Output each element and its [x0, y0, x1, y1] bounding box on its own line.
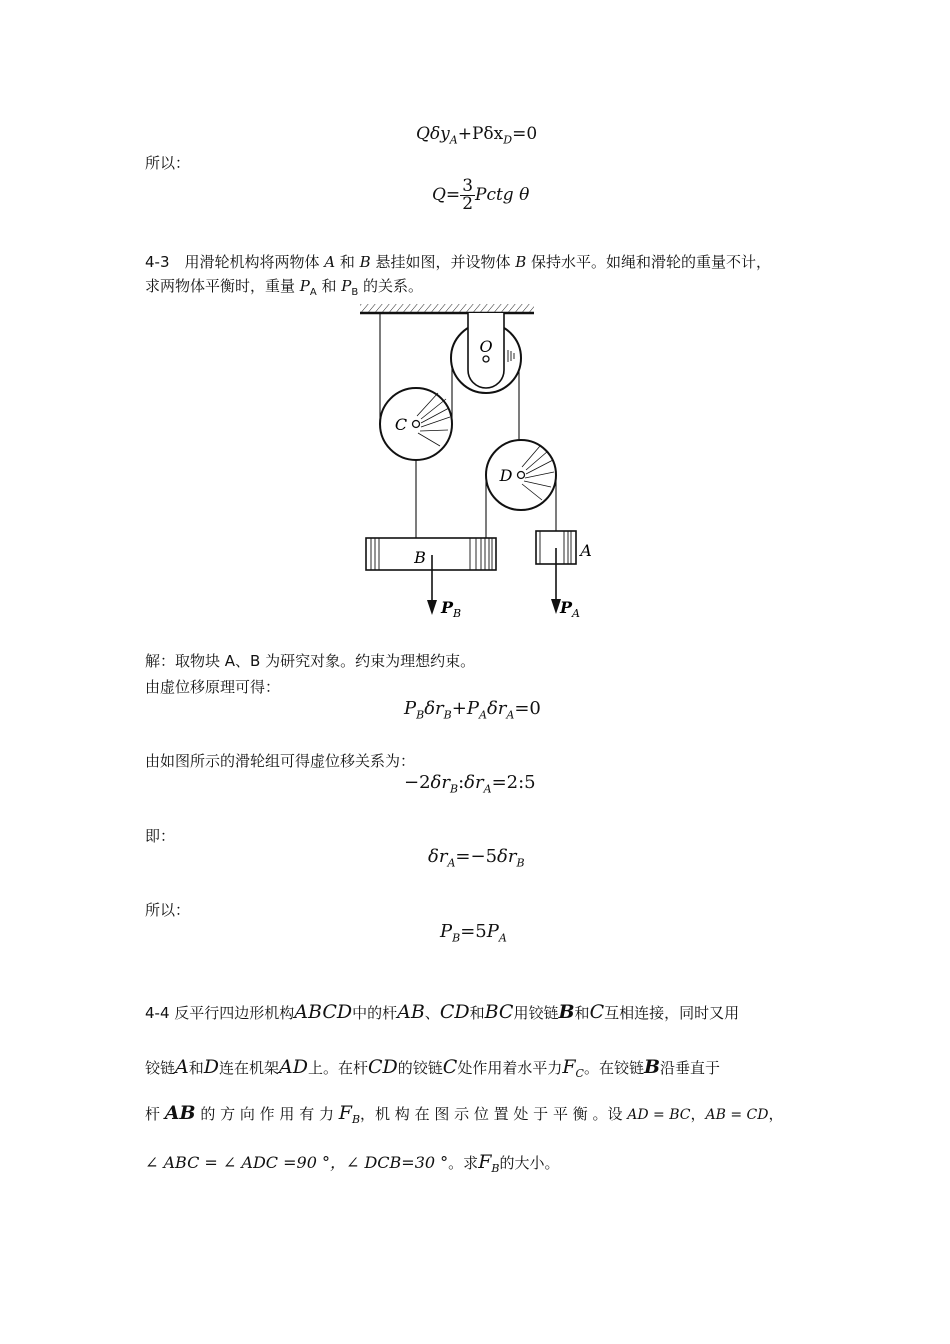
block-B — [366, 538, 496, 570]
pulley-D — [486, 440, 556, 510]
pulley-system-figure — [352, 300, 592, 625]
equation-q-result: Q= $\frac{3}{2}$ Pctg θ — [432, 176, 530, 214]
label-D: D — [499, 466, 513, 485]
equation-displacement-relation: $\delta r_A=-5\delta r_B$ — [428, 846, 525, 870]
solution-line1: 解：取物块 A、B 为研究对象。约束为理想约束。 — [145, 652, 476, 670]
problem-4-4-line2: 铰链A和D连在机架AD上。在杆CD的铰链C处作用着水平力$F_C$。在铰链B沿垂直于 — [145, 1056, 721, 1080]
solution-line4: 即： — [145, 827, 176, 845]
label-C: C — [394, 415, 408, 434]
problem-4-4-line3: 杆 AB 的 方 向 作 用 有 力 $F_B$，机 构 在 图 示 位 置 处 于 平 衡 。设 AD = BC，AB = CD， — [145, 1102, 784, 1126]
label-B: B — [414, 548, 426, 567]
pulley-O — [451, 313, 521, 393]
label-O: O — [479, 337, 493, 356]
equation-virtual-work-2: $P_B\delta r_B+P_A\delta r_A=0$ — [404, 698, 541, 722]
block-A — [536, 531, 592, 564]
pulley-C — [380, 388, 452, 460]
problem-4-3-line1: 4-3 用滑轮机构将两物体 A 和 B 悬挂如图，并设物体 B 保持水平。如绳和滑轮的重量不计， — [145, 253, 772, 271]
solution-line2: 由虚位移原理可得： — [145, 678, 281, 696]
svg-text:PA: $P_A$ — [560, 598, 580, 620]
equation-final-result: $P_B=5P_A$ — [440, 921, 507, 945]
svg-text:PB: $P_B$ — [441, 598, 462, 620]
equation-displacement-ratio: $-2\delta r_B:\delta r_A=2:5$ — [404, 772, 536, 796]
fraction-three-halves: $\frac{3}{2}$ — [462, 176, 474, 214]
solution-line3: 由如图所示的滑轮组可得虚位移关系为： — [145, 752, 416, 770]
ceiling — [360, 304, 534, 313]
solution-line5: 所以： — [145, 901, 191, 919]
equation-virtual-work-1: Qδy$_A$+Pδx$_D$=0 — [416, 124, 538, 147]
problem-4-3-line2: 求两物体平衡时，重量 $P_A$ 和 $P_B$ 的关系。 — [145, 277, 424, 298]
label-A: A — [580, 541, 592, 560]
problem-4-4-line4: ∠ ABC = ∠ ADC =90 °，∠ DCB=30 °。求$F_B$的大小。 — [145, 1151, 560, 1175]
problem-4-4-line1: 4-4 反平行四边形机构ABCD中的杆AB、CD和BC用铰链B和C互相连接，同时又用 — [145, 1001, 740, 1023]
so-label-1: 所以： — [145, 154, 191, 172]
